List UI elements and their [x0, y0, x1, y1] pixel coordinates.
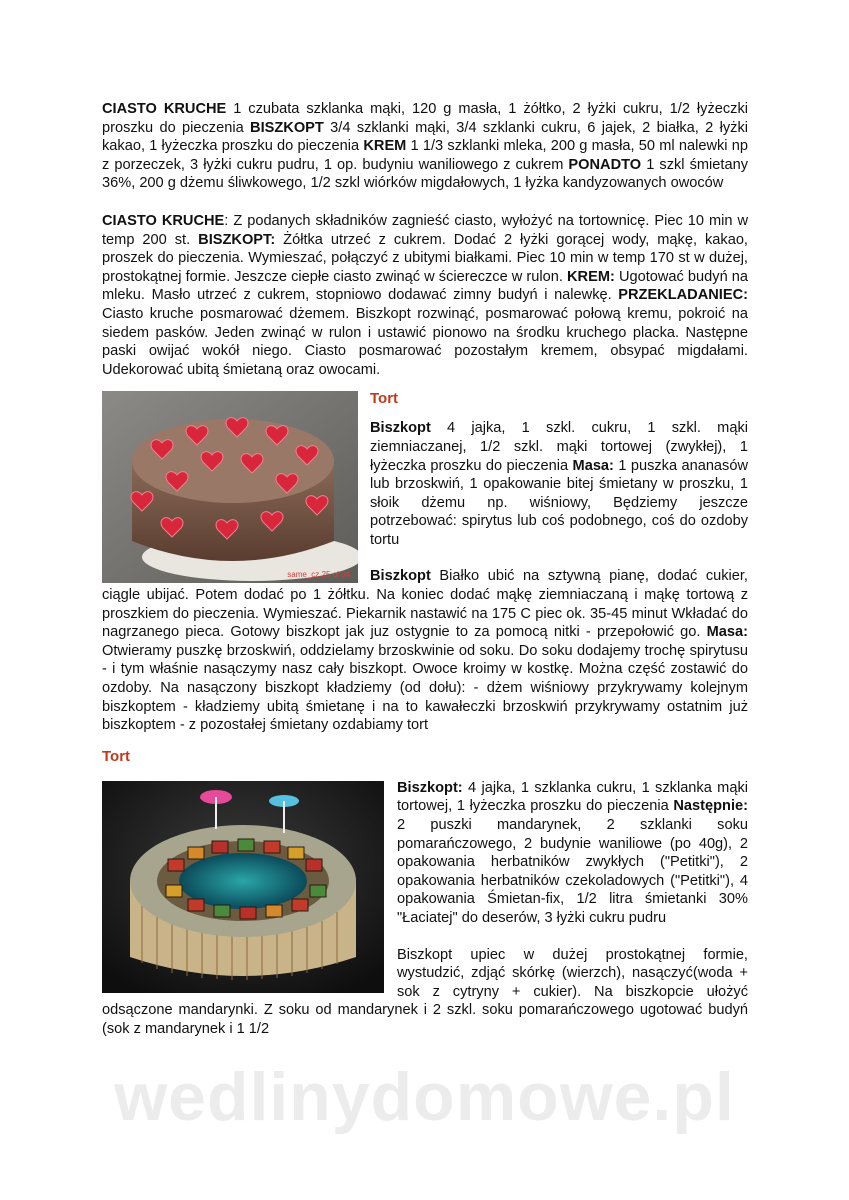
- photo-caption: same_cz 25 ol 04: [287, 570, 350, 580]
- label-ciasto-kruche: CIASTO KRUCHE: [102, 101, 227, 117]
- document-page: [102, 100, 748, 1039]
- cake-mandarin-image: [102, 781, 384, 993]
- tort-1-title: Tort: [370, 390, 399, 408]
- tort-section-1: [102, 389, 748, 735]
- label-krem: KREM: [363, 138, 407, 155]
- cake-photo-hearts: [102, 391, 358, 583]
- tort-section-2: [102, 747, 748, 1039]
- cake-photo-mandarin: [102, 781, 384, 993]
- tort-2-ingredients: Biszkopt: 4 jajka, 1 szklanka cukru, 1 szklanka mąki tortowej, 1 łyżeczka proszku do pieczenia Następnie: 2 puszki mandarynek, 2 szklanki soku pomarańczowego, 2 budynie waniliowe (po 40g), 2 opakowania herbatników zwykłych ("Petitki"), 2 opakowania herbatników czekoladowych ("Petitki"), 4 opakowania Śmietan-fix, 1/2 litra śmietanki 30% "Łaciatej" do deserów, 3 łyżki cukru pudru: [397, 779, 748, 926]
- tort-2-title: Tort: [102, 747, 131, 765]
- label-ponadto: PONADTO: [568, 156, 642, 173]
- tort-2-preparation: Biszkopt upiec w dużej prostokątnej formie, wystudzić, zdjąć skórkę (wierzch), nasączyć(woda + sok z cytryny + cukier). Na biszkopcie ułożyć odsączone mandarynki. Z soku od mandarynek i 2 szkl. soku pomarańczowego ugotować budyń (sok z mandarynek i 1 1/2: [102, 946, 748, 1037]
- method-paragraph: CIASTO KRUCHE: Z podanych składników zagnieść ciasto, wyłożyć na tortownicę. Piec 10 min w temp 200 st. BISZKOPT: Żółtka utrzeć z cukrem. Dodać 2 łyżki gorącej wody, mąkę, kakao, proszek do pieczenia. Wymieszać, połączyć z ubitymi białkami. Piec 10 min w temp 170 st w dużej, prostokątnej formie. Jeszcze ciepłe ciasto zwinąć w ściereczce w rulon. KREM: Ugotować budyń na mleku. Masło utrzeć z cukrem, stopniowo dodawać zimny budyń i nalewkę. PRZEKLADANIEC: Ciasto kruche posmarować dżemem. Biszkopt rozwinąć, posmarować połową kremu, pokroić na siedem pasków. Jeden zwinąć w rulon i ustawić pionowo na środku kruchego placka. Następne paski owijać wokół niego. Ciasto posmarować pozostałym kremem, obsypać migdałami. Udekorować ubitą śmietaną oraz owocami.: [102, 212, 748, 378]
- label-biszkopt: BISZKOPT: [250, 119, 324, 136]
- cake-hearts-image: [102, 391, 358, 583]
- tort-1-preparation: Biszkopt Białko ubić na sztywną pianę, dodać cukier, ciągle ubijać. Potem dodać po 1 żółtku. Na koniec dodać mąkę ziemniaczaną i mąkę tortową z proszkiem do pieczenia. Wymieszać. Piekarnik nastawić na 175 C piec ok. 35-45 minut Wkładać do nagrzanego pieca. Gotowy biszkopt jak juz ostygnie to za pomocą nitki - przepołowić go. Masa: Otwieramy puszkę brzoskwiń, oddzielamy brzoskwinie od soku. Do soku dodajemy trochę spirytusu - i tym właśnie nasączymy nasz cały biszkopt. Owoce kroimy w kostkę. Można część zostawić do ozdoby. Na nasączony biszkopt kładziemy (od dołu): - dżem wiśniowy przykrywamy kolejnym biszkoptem - kładziemy ubitą śmietanę i na to kawałeczki brzoskwiń przykrywamy ostatnim już biszkoptem - z pozostałej śmietany ozdabiamy tort: [102, 568, 748, 734]
- watermark: wedlinydomowe.pl: [114, 1059, 735, 1135]
- ingredients-paragraph: CIASTO KRUCHE 1 czubata szklanka mąki, 120 g masła, 1 żółtko, 2 łyżki cukru, 1/2 łyżeczki proszku do pieczenia BISZKOPT 3/4 szklanki mąki, 3/4 szklanki cukru, 6 jajek, 2 białka, 2 łyżki kakao, 1 łyżeczka proszku do pieczenia KREM 1 1/3 szklanki mleka, 200 g masła, 50 ml nalewki np z porzeczek, 3 łyżki cukru pudru, 1 op. budyniu waniliowego z cukrem PONADTO 1 szkl śmietany 36%, 200 g dżemu śliwkowego, 1/2 szkl wiórków migdałowych, 1 łyżka kandyzowanych owoców: [102, 101, 748, 192]
- tort-1-ingredients: Biszkopt 4 jajka, 1 szkl. cukru, 1 szkl. mąki ziemniaczanej, 1/2 szkl. mąki tortowej (zwykłej), 1 łyżeczka proszku do pieczenia Masa: 1 puszka ananasów lub brzoskwiń, 1 opakowanie bitej śmietany w proszku, 1 słoik dżemu np. wiśniowy, Będziemy jeszcze potrzebować: spirytus lub coś podobnego, coś do ozdoby tortu: [370, 420, 749, 548]
